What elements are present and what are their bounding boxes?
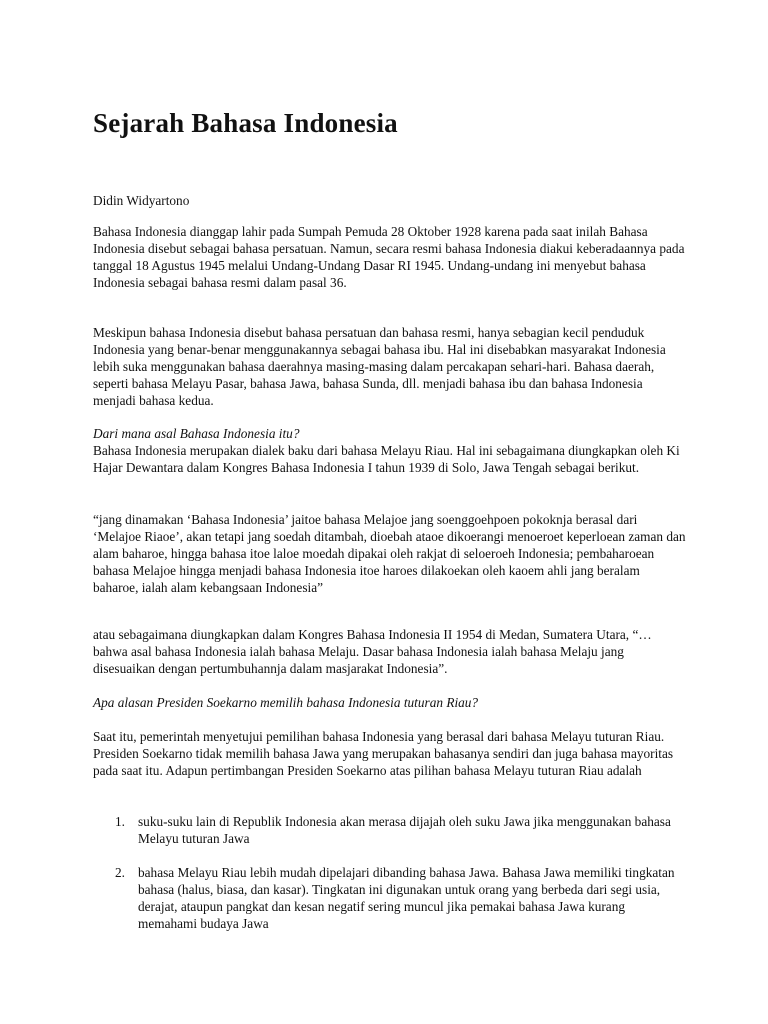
paragraph-4: atau sebagaimana diungkapkan dalam Kongres Bahasa Indonesia II 1954 di Medan, Sumatera Utara, “… bahwa asal bahasa Indonesia ialah bahasa Melaju. Dasar bahasa Indonesia ialah bahasa Melaju jang disesuaikan dengan pertumbuhannja dalam masjarakat Indonesia”. [93,627,652,676]
list-item-number: 1. [115,814,125,829]
paragraph-3: Bahasa Indonesia merupakan dialek baku dari bahasa Melayu Riau. Hal ini sebagaimana diungkapkan oleh Ki Hajar Dewantara dalam Kongres Bahasa Indonesia I tahun 1939 di Solo, Jawa Tengah sebagai berikut. [93,443,680,475]
list-item [93,813,687,847]
list-item-number: 2. [115,865,125,880]
paragraph-1: Bahasa Indonesia dianggap lahir pada Sumpah Pemuda 28 Oktober 1928 karena pada saat inilah Bahasa Indonesia disebut sebagai bahasa persatuan. Namun, secara resmi bahasa Indonesia diakui keberadaannya pada tanggal 18 Agustus 1945 melalui Undang-Undang Dasar RI 1945. Undang-undang ini menyebut bahasa Indonesia sebagai bahasa resmi dalam pasal 36. [93,224,685,290]
reasons-list [93,813,687,949]
section-heading-origin: Dari mana asal Bahasa Indonesia itu? [93,426,300,441]
list-item-text: bahasa Melayu Riau lebih mudah dipelajari dibanding bahasa Jawa. Bahasa Jawa memiliki tingkatan bahasa (halus, biasa, dan kasar). Tingkatan ini digunakan untuk orang yang berbeda dari segi usia, derajat, ataupun pangkat dan kesan negatif sering muncul jika pemakai bahasa Jawa kurang memahami budaya Jawa [138,865,675,931]
block-quote: “jang dinamakan ‘Bahasa Indonesia’ jaitoe bahasa Melajoe jang soenggoehpoen pokoknja berasal dari ‘Melajoe Riaoe’, akan tetapi jang soedah ditambah, dioebah ataoe dikoerangi menoeroet keperloean zaman dan alam baharoe, hingga bahasa itoe laloe moedah dipakai oleh rakjat di seloeroeh Indonesia; pembaharoean bahasa Melajoe hingga menjadi bahasa Indonesia itoe haroes dilakoekan oleh kaoem ahli jang beralam baharoe, ialah alam kebangsaan Indonesia” [93,512,686,595]
document-author: Didin Widyartono [93,193,190,208]
section-heading-reason: Apa alasan Presiden Soekarno memilih bahasa Indonesia tuturan Riau? [93,695,479,710]
document-title: Sejarah Bahasa Indonesia [93,108,398,138]
paragraph-5: Saat itu, pemerintah menyetujui pemilihan bahasa Indonesia yang berasal dari bahasa Melayu tuturan Riau. Presiden Soekarno tidak memilih bahasa Jawa yang merupakan bahasanya sendiri dan juga bahasa mayoritas pada saat itu. Adapun pertimbangan Presiden Soekarno atas pilihan bahasa Melayu tuturan Riau adalah [93,729,674,778]
list-item-text: suku-suku lain di Republik Indonesia akan merasa dijajah oleh suku Jawa jika menggunakan bahasa Melayu tuturan Jawa [138,814,671,846]
paragraph-2: Meskipun bahasa Indonesia disebut bahasa persatuan dan bahasa resmi, hanya sebagian kecil penduduk Indonesia yang benar-benar menggunakannya sebagai bahasa ibu. Hal ini disebabkan masyarakat Indonesia lebih suka menggunakan bahasa daerahnya masing-masing dalam percakapan sehari-hari. Bahasa daerah, seperti bahasa Melayu Pasar, bahasa Jawa, bahasa Sunda, dll. menjadi bahasa ibu dan bahasa Indonesia menjadi bahasa kedua. [93,325,666,408]
list-item [93,864,687,932]
document-page [93,104,687,931]
